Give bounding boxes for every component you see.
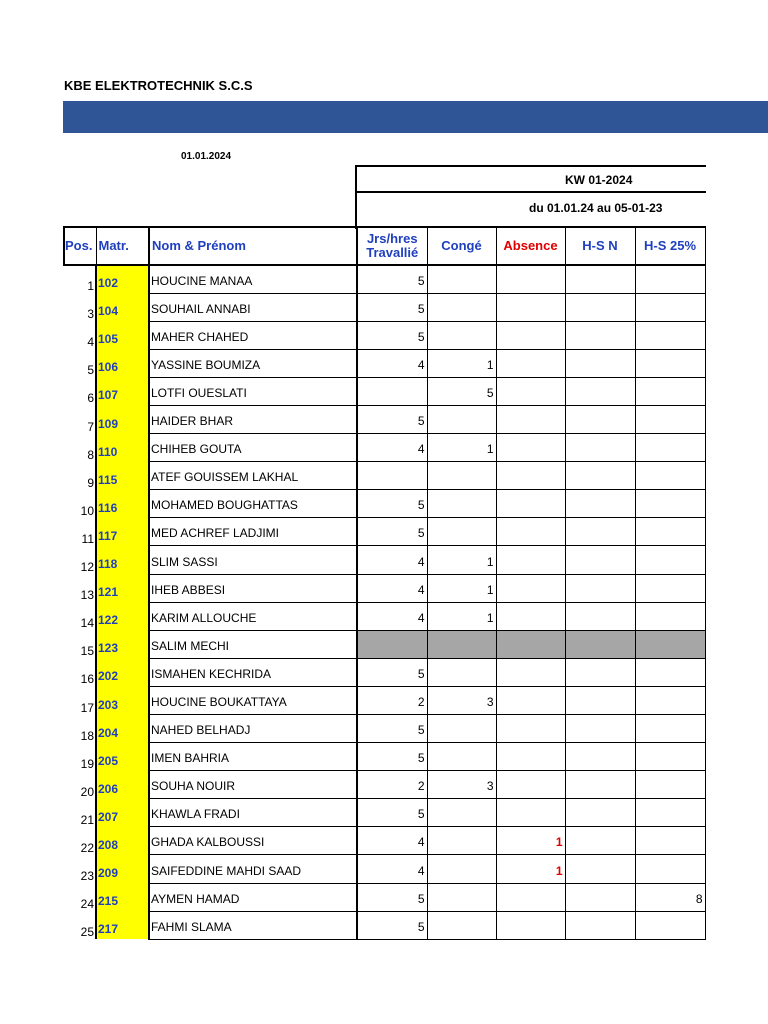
- table-row: [64, 546, 705, 574]
- header-absence: Absence: [496, 227, 565, 265]
- table-row: [64, 293, 705, 321]
- row-hsn: [565, 574, 635, 602]
- row-pos: 19: [80, 756, 94, 771]
- row-hsn: [565, 686, 635, 714]
- week-range: du 01.01.24 au 05-01-23: [529, 201, 663, 215]
- row-hsn: [565, 405, 635, 433]
- row-worked: 5: [357, 883, 427, 911]
- row-hsn: [565, 715, 635, 743]
- row-absence: [496, 293, 565, 321]
- row-worked: 5: [357, 518, 427, 546]
- row-conge: 1: [427, 574, 496, 602]
- header-worked: Jrs/hres Travallié: [357, 227, 427, 265]
- table-row: [64, 855, 705, 883]
- row-conge: [427, 462, 496, 490]
- row-name: LOTFI OUESLATI: [149, 377, 357, 405]
- row-hs25: [635, 462, 705, 490]
- row-name: KHAWLA FRADI: [149, 799, 357, 827]
- row-conge: [427, 490, 496, 518]
- row-conge: [427, 715, 496, 743]
- week-header: [355, 165, 706, 229]
- table-row: [64, 490, 705, 518]
- row-matr: 123: [96, 630, 149, 658]
- table-row: [64, 602, 705, 630]
- row-hsn: [565, 883, 635, 911]
- row-pos: 16: [80, 672, 94, 687]
- row-conge: 1: [427, 602, 496, 630]
- row-worked: 4: [357, 602, 427, 630]
- row-pos: 15: [80, 644, 94, 659]
- row-name: IHEB ABBESI: [149, 574, 357, 602]
- row-hs25: [635, 349, 705, 377]
- row-name: MOHAMED BOUGHATTAS: [149, 490, 357, 518]
- row-worked: [357, 462, 427, 490]
- row-hsn: [565, 602, 635, 630]
- row-worked: 5: [357, 715, 427, 743]
- row-hsn: [565, 293, 635, 321]
- row-worked: 4: [357, 855, 427, 883]
- row-pos: 20: [80, 784, 94, 799]
- table-row: [64, 462, 705, 490]
- table-row: [64, 349, 705, 377]
- row-hs25: [635, 434, 705, 462]
- row-worked: 5: [357, 911, 427, 939]
- row-hs25: [635, 686, 705, 714]
- row-worked: 5: [357, 490, 427, 518]
- row-name: KARIM ALLOUCHE: [149, 602, 357, 630]
- row-hs25: [635, 518, 705, 546]
- row-pos: 1: [87, 279, 94, 294]
- table-row: [64, 799, 705, 827]
- row-name: HOUCINE BOUKATTAYA: [149, 686, 357, 714]
- row-worked: 4: [357, 546, 427, 574]
- table-row: [64, 686, 705, 714]
- row-absence: [496, 462, 565, 490]
- row-hs25: [635, 658, 705, 686]
- row-absence: [496, 321, 565, 349]
- row-absence: [496, 518, 565, 546]
- row-hs25: [635, 490, 705, 518]
- row-hsn: [565, 658, 635, 686]
- title-banner: [63, 101, 768, 133]
- row-worked: 5: [357, 405, 427, 433]
- row-hsn: [565, 462, 635, 490]
- row-matr: 217: [96, 911, 149, 939]
- row-hsn: [565, 546, 635, 574]
- row-name: MAHER CHAHED: [149, 321, 357, 349]
- table-row: [64, 434, 705, 462]
- row-worked: 4: [357, 434, 427, 462]
- row-name: FAHMI SLAMA: [149, 911, 357, 939]
- row-matr: 206: [96, 771, 149, 799]
- row-pos: 17: [80, 700, 94, 715]
- row-absence: [496, 602, 565, 630]
- row-hsn: [565, 265, 635, 293]
- table-row: [64, 518, 705, 546]
- row-matr: 105: [96, 321, 149, 349]
- row-pos: 25: [80, 925, 94, 940]
- row-absence: [496, 546, 565, 574]
- row-worked: [357, 377, 427, 405]
- row-name: SOUHA NOUIR: [149, 771, 357, 799]
- row-name: AYMEN HAMAD: [149, 883, 357, 911]
- row-absence: [496, 434, 565, 462]
- row-pos: 4: [87, 335, 94, 350]
- row-hsn: [565, 911, 635, 939]
- table-row: [64, 743, 705, 771]
- row-matr: 122: [96, 602, 149, 630]
- table-row: [64, 265, 705, 293]
- row-absence: [496, 574, 565, 602]
- table-row: [64, 827, 705, 855]
- report-date: 01.01.2024: [181, 151, 232, 162]
- row-absence: [496, 743, 565, 771]
- row-hs25: [635, 293, 705, 321]
- table-row: [64, 377, 705, 405]
- row-matr: 107: [96, 377, 149, 405]
- row-conge: [427, 827, 496, 855]
- row-conge: [427, 799, 496, 827]
- row-name: SOUHAIL ANNABI: [149, 293, 357, 321]
- row-hs25: [635, 715, 705, 743]
- row-hsn: [565, 349, 635, 377]
- row-hs25: [635, 405, 705, 433]
- table-row: [64, 658, 705, 686]
- header-pos: Pos.: [64, 227, 96, 265]
- row-hs25: [635, 799, 705, 827]
- row-hs25: [635, 743, 705, 771]
- header-matr: Matr.: [96, 227, 149, 265]
- row-absence: 1: [496, 855, 565, 883]
- row-absence: [496, 265, 565, 293]
- row-worked: 5: [357, 321, 427, 349]
- row-pos: 3: [87, 307, 94, 322]
- row-hs25: [635, 771, 705, 799]
- row-hsn: [565, 799, 635, 827]
- row-worked: 5: [357, 743, 427, 771]
- row-conge: 3: [427, 771, 496, 799]
- row-absence: [496, 771, 565, 799]
- row-absence: [496, 686, 565, 714]
- row-matr: 208: [96, 827, 149, 855]
- row-absence: [496, 715, 565, 743]
- row-matr: 115: [96, 462, 149, 490]
- row-absence: [496, 911, 565, 939]
- row-conge: [427, 743, 496, 771]
- table-row: [64, 405, 705, 433]
- row-worked: 2: [357, 771, 427, 799]
- row-matr: 116: [96, 490, 149, 518]
- row-absence: 1: [496, 827, 565, 855]
- header-conge: Congé: [427, 227, 496, 265]
- row-conge: 3: [427, 686, 496, 714]
- row-matr: 118: [96, 546, 149, 574]
- row-matr: 110: [96, 434, 149, 462]
- row-pos: 5: [87, 363, 94, 378]
- row-worked: 5: [357, 658, 427, 686]
- row-hsn: [565, 630, 635, 658]
- row-pos: 13: [80, 588, 94, 603]
- header-name: Nom & Prénom: [149, 227, 357, 265]
- row-pos: 7: [87, 419, 94, 434]
- row-name: ATEF GOUISSEM LAKHAL: [149, 462, 357, 490]
- row-hs25: 8: [635, 883, 705, 911]
- row-hs25: [635, 377, 705, 405]
- row-hsn: [565, 321, 635, 349]
- header-hs25: H-S 25%: [635, 227, 705, 265]
- row-worked: 4: [357, 574, 427, 602]
- row-absence: [496, 883, 565, 911]
- row-matr: 109: [96, 405, 149, 433]
- row-worked: 5: [357, 293, 427, 321]
- row-name: HAIDER BHAR: [149, 405, 357, 433]
- row-pos: 12: [80, 560, 94, 575]
- row-hsn: [565, 434, 635, 462]
- row-matr: 204: [96, 715, 149, 743]
- row-absence: [496, 349, 565, 377]
- row-hs25: [635, 574, 705, 602]
- row-pos: 22: [80, 840, 94, 855]
- row-pos: 24: [80, 897, 94, 912]
- row-conge: [427, 855, 496, 883]
- row-matr: 209: [96, 855, 149, 883]
- row-matr: 102: [96, 265, 149, 293]
- row-matr: 104: [96, 293, 149, 321]
- row-conge: [427, 293, 496, 321]
- table-row: [64, 630, 705, 658]
- row-matr: 117: [96, 518, 149, 546]
- row-conge: 5: [427, 377, 496, 405]
- week-divider: [357, 191, 706, 193]
- row-hsn: [565, 771, 635, 799]
- row-absence: [496, 630, 565, 658]
- row-absence: [496, 658, 565, 686]
- row-matr: 215: [96, 883, 149, 911]
- row-worked: [357, 630, 427, 658]
- row-matr: 203: [96, 686, 149, 714]
- row-pos: 10: [80, 503, 94, 518]
- row-worked: 4: [357, 827, 427, 855]
- row-hs25: [635, 546, 705, 574]
- company-name: KBE ELEKTROTECHNIK S.C.S: [64, 78, 253, 93]
- row-matr: 121: [96, 574, 149, 602]
- row-conge: [427, 658, 496, 686]
- row-name: IMEN BAHRIA: [149, 743, 357, 771]
- row-matr: 207: [96, 799, 149, 827]
- row-conge: [427, 518, 496, 546]
- row-name: NAHED BELHADJ: [149, 715, 357, 743]
- row-conge: [427, 911, 496, 939]
- row-name: HOUCINE MANAA: [149, 265, 357, 293]
- row-hs25: [635, 827, 705, 855]
- week-title: KW 01-2024: [565, 173, 633, 187]
- row-pos: 9: [87, 475, 94, 490]
- row-hs25: [635, 265, 705, 293]
- row-conge: [427, 321, 496, 349]
- row-name: CHIHEB GOUTA: [149, 434, 357, 462]
- row-matr: 202: [96, 658, 149, 686]
- row-worked: 2: [357, 686, 427, 714]
- row-absence: [496, 405, 565, 433]
- row-name: SALIM MECHI: [149, 630, 357, 658]
- row-conge: [427, 405, 496, 433]
- header-hsn: H-S N: [565, 227, 635, 265]
- row-hsn: [565, 518, 635, 546]
- row-pos: 21: [80, 812, 94, 827]
- row-name: SLIM SASSI: [149, 546, 357, 574]
- row-worked: 5: [357, 799, 427, 827]
- row-worked: 4: [357, 349, 427, 377]
- table-row: [64, 883, 705, 911]
- row-hs25: [635, 911, 705, 939]
- header-row: [64, 227, 705, 265]
- row-hs25: [635, 630, 705, 658]
- row-pos: 14: [80, 616, 94, 631]
- row-absence: [496, 490, 565, 518]
- row-conge: [427, 630, 496, 658]
- row-pos: 11: [81, 531, 94, 546]
- row-hs25: [635, 321, 705, 349]
- attendance-table: [63, 226, 706, 940]
- row-hsn: [565, 855, 635, 883]
- row-absence: [496, 799, 565, 827]
- table-row: [64, 911, 705, 939]
- row-hsn: [565, 377, 635, 405]
- table-row: [64, 321, 705, 349]
- row-hs25: [635, 602, 705, 630]
- table-row: [64, 771, 705, 799]
- row-name: MED ACHREF LADJIMI: [149, 518, 357, 546]
- row-name: GHADA KALBOUSSI: [149, 827, 357, 855]
- table-row: [64, 574, 705, 602]
- row-matr: 106: [96, 349, 149, 377]
- row-name: YASSINE BOUMIZA: [149, 349, 357, 377]
- row-hsn: [565, 743, 635, 771]
- row-hs25: [635, 855, 705, 883]
- table-row: [64, 715, 705, 743]
- row-name: SAIFEDDINE MAHDI SAAD: [149, 855, 357, 883]
- row-conge: 1: [427, 349, 496, 377]
- row-matr: 205: [96, 743, 149, 771]
- row-name: ISMAHEN KECHRIDA: [149, 658, 357, 686]
- row-conge: [427, 265, 496, 293]
- row-hsn: [565, 827, 635, 855]
- row-pos: 8: [87, 447, 94, 462]
- row-conge: 1: [427, 546, 496, 574]
- row-conge: 1: [427, 434, 496, 462]
- row-hsn: [565, 490, 635, 518]
- row-pos: 18: [80, 728, 94, 743]
- row-absence: [496, 377, 565, 405]
- row-conge: [427, 883, 496, 911]
- row-pos: 6: [87, 391, 94, 406]
- row-worked: 5: [357, 265, 427, 293]
- row-pos: 23: [80, 869, 94, 884]
